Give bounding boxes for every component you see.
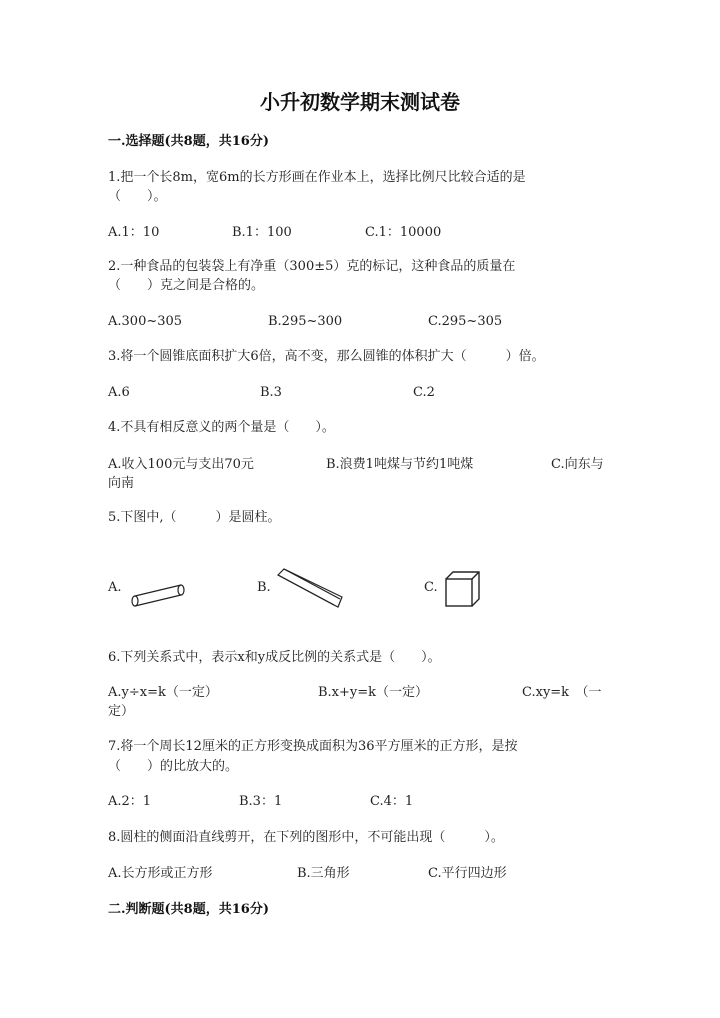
- option: C.295~305: [428, 314, 503, 329]
- option: A.2：1: [108, 794, 152, 809]
- option: A.6: [108, 385, 130, 400]
- question-text: （ ）。: [108, 189, 167, 204]
- option: 向南: [108, 476, 135, 491]
- question-text: 4.不具有相反意义的两个量是（ ）。: [108, 420, 335, 435]
- option: A.收入100元与支出70元: [108, 457, 254, 472]
- option: B.: [257, 580, 271, 595]
- option: 定）: [108, 704, 135, 719]
- option: A.1：10: [108, 225, 160, 240]
- option: C.xy=k （一: [522, 685, 602, 700]
- section-heading: 二.判断题(共8题，共16分): [108, 902, 269, 917]
- question-text: 2.一种食品的包装袋上有净重（300±5）克的标记，这种食品的质量在: [108, 259, 516, 274]
- option: B.浪费1吨煤与节约1吨煤: [326, 457, 474, 472]
- option: A.长方形或正方形: [108, 866, 213, 881]
- page-title: 小升初数学期末测试卷: [260, 90, 460, 114]
- question-text: 6.下列关系式中，表示x和y成反比例的关系式是（ ）。: [108, 650, 441, 665]
- option: C.2: [413, 385, 435, 400]
- question-text: 8.圆柱的侧面沿直线剪开，在下列的图形中，不可能出现（ ）。: [108, 830, 504, 845]
- option: B.三角形: [297, 866, 350, 881]
- question-text: 1.把一个长8m，宽6m的长方形画在作业本上，选择比例尺比较合适的是: [108, 170, 526, 185]
- question-text: （ ）克之间是合格的。: [108, 278, 265, 293]
- option: C.平行四边形: [428, 866, 507, 881]
- option: A.: [108, 580, 122, 595]
- option: B.x+y=k（一定）: [318, 685, 429, 700]
- question-text: 7.将一个周长12厘米的正方形变换成面积为36平方厘米的正方形，是按: [108, 739, 518, 754]
- cylinder-figure: [128, 584, 190, 610]
- question-text: （ ）的比放大的。: [108, 759, 239, 774]
- cube-figure: [445, 571, 481, 609]
- question-text: 5.下图中,（ ）是圆柱。: [108, 510, 281, 525]
- option: A.300~305: [108, 314, 183, 329]
- option: B.3：1: [239, 794, 283, 809]
- question-text: 3.将一个圆锥底面积扩大6倍，高不变，那么圆锥的体积扩大（ ）倍。: [108, 349, 545, 364]
- triangular-prism-figure: [274, 567, 344, 611]
- section-heading: 一.选择题(共8题，共16分): [108, 134, 269, 149]
- option: C.: [424, 580, 438, 595]
- option: B.3: [260, 385, 282, 400]
- option: C.1：10000: [365, 225, 442, 240]
- option: B.295~300: [268, 314, 343, 329]
- option: C.向东与: [551, 457, 604, 472]
- option: B.1：100: [232, 225, 292, 240]
- option: A.y÷x=k（一定）: [108, 685, 218, 700]
- option: C.4：1: [370, 794, 414, 809]
